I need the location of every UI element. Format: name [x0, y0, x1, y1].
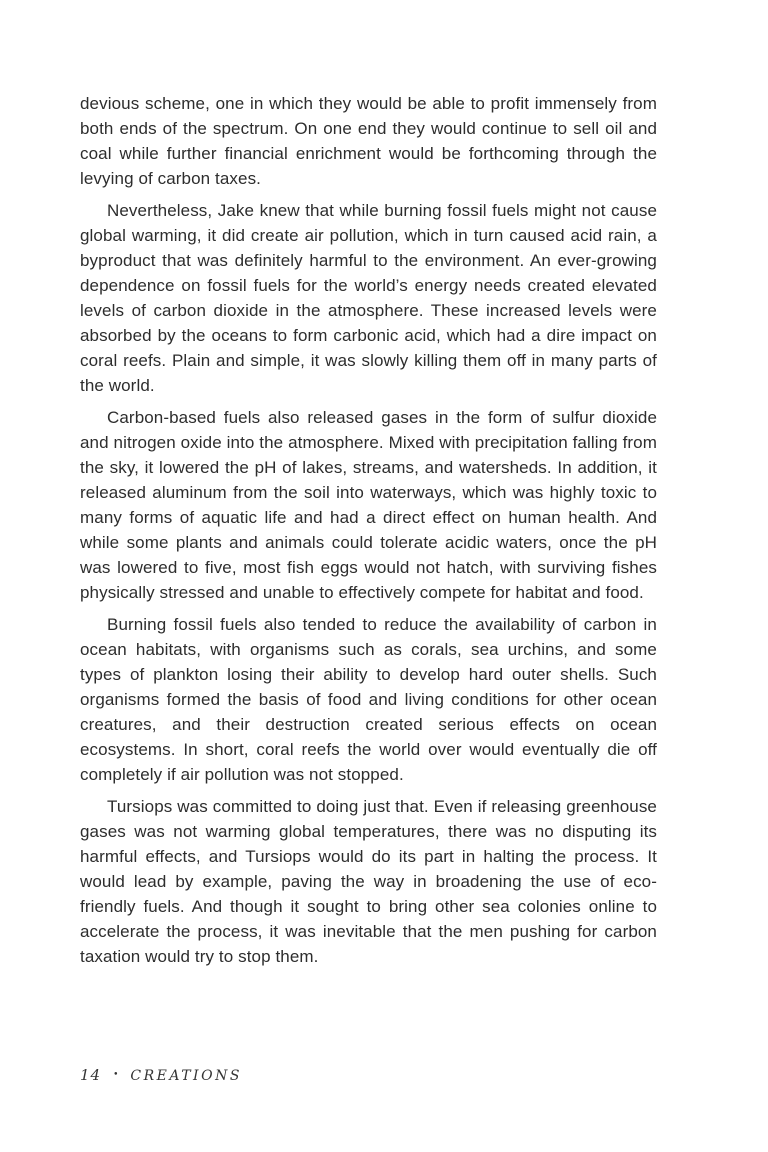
- page-number: 14: [80, 1066, 102, 1084]
- body-text: [80, 91, 657, 969]
- paragraph: Tursiops was committed to doing just that. Even if releasing greenhouse gases was not warming global temperatures, there was no disputing its harmful effects, and Tursiops would do its part in halting the process. It would lead by example, paving the way in broadening the use of eco-friendly fuels. And though it sought to bring other sea colonies online to accelerate the process, it was inevitable that the men pushing for carbon taxation would try to stop them.: [80, 797, 657, 966]
- paragraph: Burning fossil fuels also tended to reduce the availability of carbon in ocean habitats, with organisms such as corals, sea urchins, and some types of plankton losing their ability to develop hard outer shells. Such organisms formed the basis of food and living conditions for other ocean creatures, and their destruction created serious effects on ocean ecosystems. In short, coral reefs the world over would eventually die off completely if air pollution was not stopped.: [80, 615, 657, 784]
- paragraph-continuation: devious scheme, one in which they would be able to profit immensely from both ends of the spectrum. On one end they would continue to sell oil and coal while further financial enrichment would be forthcoming through the levying of carbon taxes.: [80, 94, 657, 188]
- paragraph: Nevertheless, Jake knew that while burning fossil fuels might not cause global warming, it did create air pollution, which in turn caused acid rain, a byproduct that was definitely harmful to the environment. An ever-growing dependence on fossil fuels for the world’s energy needs created elevated levels of carbon dioxide in the atmosphere. These increased levels were absorbed by the oceans to form carbonic acid, which had a dire impact on coral reefs. Plain and simple, it was slowly killing them off in many parts of the world.: [80, 201, 657, 395]
- paragraph: Carbon-based fuels also released gases in the form of sulfur dioxide and nitrogen oxide into the atmosphere. Mixed with precipitation falling from the sky, it lowered the pH of lakes, streams, and watersheds. In addition, it released aluminum from the soil into waterways, which was highly toxic to many forms of aquatic life and had a direct effect on human health. And while some plants and animals could tolerate acidic waters, once the pH was lowered to five, most fish eggs would not hatch, with surviving fishes physically stressed and unable to effectively compete for habitat and food.: [80, 408, 657, 602]
- footer-separator-dot: •: [113, 1070, 119, 1080]
- page-footer: [80, 1066, 242, 1084]
- book-title: CREATIONS: [130, 1068, 242, 1084]
